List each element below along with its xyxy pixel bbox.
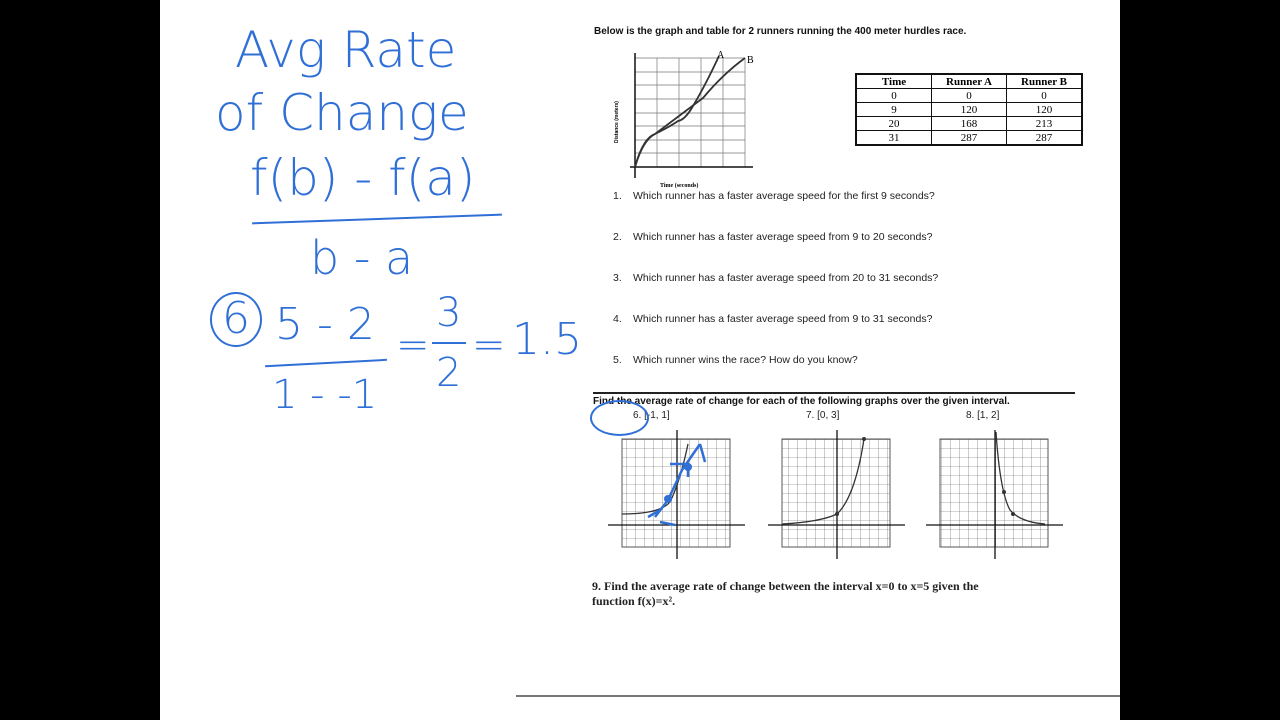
runners-table (855, 73, 1083, 146)
problem-6-label: 6. [-1, 1] (633, 410, 670, 421)
section-title: Find the average rate of change for each of the following graphs over the given interval. (593, 396, 1010, 407)
question-9-line-1: 9. Find the average rate of change between the interval x=0 to x=5 given the (592, 579, 979, 593)
handwriting-frac-num: 3 (436, 290, 462, 336)
question-text: Which runner has a faster average speed from 20 to 31 seconds? (633, 272, 939, 284)
handwriting-fraction-bar (252, 214, 502, 225)
table-row (856, 131, 1082, 146)
handwriting-calc-bar (265, 359, 387, 367)
problem-8-label: 8. [1, 2] (966, 410, 1000, 421)
question-text: Which runner has a faster average speed for the first 9 seconds? (633, 190, 935, 202)
handwriting-frac-den: 2 (436, 350, 462, 396)
question-number: 5. (613, 354, 622, 366)
graph-label-b: B (747, 55, 754, 66)
question-9 (592, 579, 979, 609)
question-text: Which runner wins the race? How do you know? (633, 354, 858, 366)
cell: 287 (1007, 131, 1083, 146)
question-3 (613, 272, 939, 285)
cell: 168 (932, 117, 1007, 131)
cell: 31 (856, 131, 932, 146)
question-1 (613, 190, 935, 203)
problem-7-label: 7. [0, 3] (806, 410, 840, 421)
table-header-row (856, 74, 1082, 89)
cell: 0 (1007, 89, 1083, 103)
cell: 120 (1007, 103, 1083, 117)
graph-problem-7 (768, 430, 905, 559)
question-number: 1. (613, 190, 622, 202)
table-row (856, 89, 1082, 103)
handwriting-avg-rate: Avg Rate (235, 21, 457, 79)
question-4 (613, 313, 933, 326)
cell: 213 (1007, 117, 1083, 131)
section-divider (593, 392, 1075, 394)
cell: 0 (856, 89, 932, 103)
cell: 0 (932, 89, 1007, 103)
cell: 287 (932, 131, 1007, 146)
question-5 (613, 354, 858, 367)
handwriting-equals-2: = (472, 322, 506, 368)
handwriting-result: 1.5 (512, 314, 582, 365)
handwriting-frac-bar (432, 342, 466, 344)
question-number: 4. (613, 313, 622, 325)
handwriting-circle (590, 400, 649, 436)
graph-problem-6 (608, 430, 745, 559)
question-9-line-2: function f(x)=x². (592, 594, 676, 608)
graph-problem-8 (926, 430, 1063, 559)
table-row (856, 103, 1082, 117)
header-runner-a: Runner A (932, 74, 1007, 89)
graph-x-label: Time (seconds) (660, 183, 699, 189)
header-time: Time (856, 74, 932, 89)
cell: 120 (932, 103, 1007, 117)
handwriting-calc-numerator: 5 - 2 (275, 299, 375, 350)
handwriting-denominator: b - a (310, 231, 414, 285)
table-row (856, 117, 1082, 131)
cell: 20 (856, 117, 932, 131)
question-text: Which runner has a faster average speed from 9 to 31 seconds? (633, 313, 933, 325)
runners-graph (605, 48, 760, 193)
small-graphs (600, 422, 1070, 567)
header-runner-b: Runner B (1007, 74, 1083, 89)
handwriting-problem-number: 6 (210, 292, 262, 347)
question-number: 2. (613, 231, 622, 243)
handwriting-calc-denominator: 1 - -1 (272, 372, 378, 418)
handwriting-equals-1: = (396, 322, 430, 368)
cell: 9 (856, 103, 932, 117)
handwriting-of-change: of Change (215, 84, 469, 142)
graph-y-label: Distance (meters) (614, 101, 620, 143)
worksheet-title: Below is the graph and table for 2 runners running the 400 meter hurdles race. (594, 26, 967, 37)
handwriting-numerator: f(b) - f(a) (250, 149, 476, 207)
graph-label-a: A (717, 50, 725, 61)
question-number: 3. (613, 272, 622, 284)
question-text: Which runner has a faster average speed from 9 to 20 seconds? (633, 231, 933, 243)
bottom-rule (516, 695, 1120, 697)
document-page (160, 0, 1120, 720)
question-2 (613, 231, 933, 244)
